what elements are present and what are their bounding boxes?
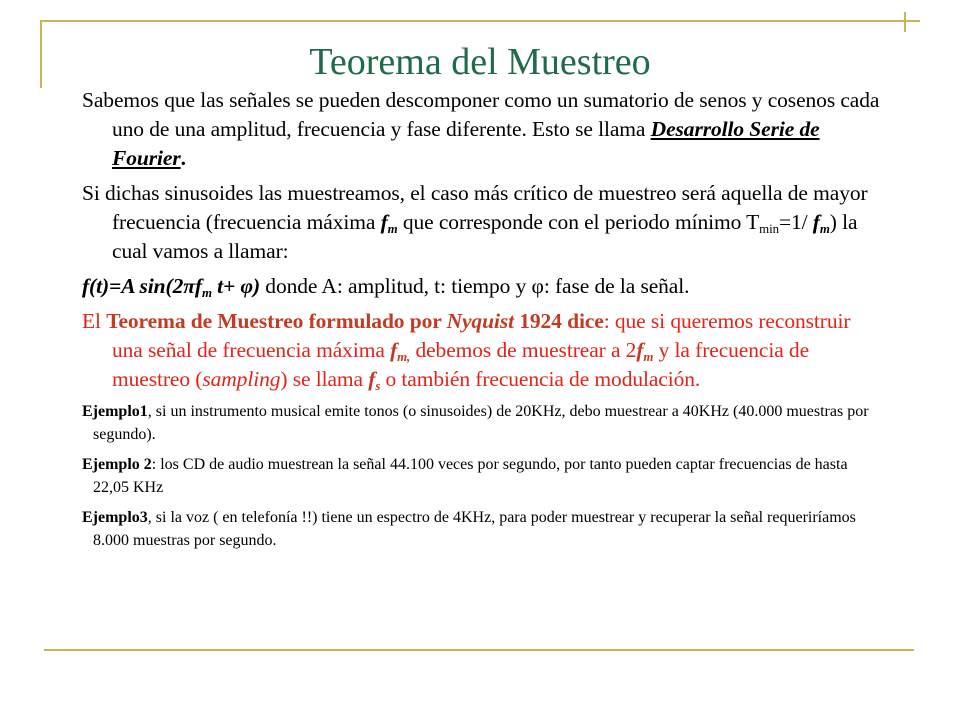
example-3: Ejemplo3, si la voz ( en telefonía !!) tiene un espectro de 4KHz, para poder muestrear y recuperar la señal requeriríamos 8.000 muestras por segundo. [82, 509, 856, 549]
slide-body [82, 86, 882, 559]
example-1: Ejemplo1, si un instrumento musical emite tonos (o sinusoides) de 20KHz, debo muestrear a 40KHz (40.000 muestras por segundo). [82, 403, 869, 443]
right-rule [904, 12, 906, 32]
slide-title: Teorema del Muestreo [309, 41, 651, 83]
sampling-paragraph: Si dichas sinusoides las muestreamos, el caso más crítico de muestreo será aquella de mayor frecuencia (frecuencia máxima $f_m$ que corresponde con el periodo mínimo $T_{min}=1/$ $f_m$) la cual vamos a llamar: [82, 181, 868, 263]
nyquist-theorem: Teorema de Muestreo formulado por Nyquist 1924 dice [106, 309, 604, 333]
fourier-term: Desarrollo Serie de Fourier [112, 117, 820, 170]
formula-paragraph: f(t)=A $\sin(2\pi f_m$ t+ φ) donde A: amplitud, t: tiempo y φ: fase de la señal. [82, 274, 690, 300]
top-rule [40, 20, 920, 22]
nyquist-paragraph: El Teorema de Muestreo formulado por Nyquist 1924 dice: que si queremos reconstruir una señal de frecuencia máxima $f_{m,}$ debemos de muestrear a $2f_m$ y la frecuencia de muestreo (sampling) se llama $f_s$ o también frecuencia de modulación. [82, 309, 851, 393]
formula: f(t)=A sin(2 [82, 274, 184, 298]
example-2: Ejemplo 2: los CD de audio muestrean la señal 44.100 veces por segundo, por tanto pueden captar frecuencias de hasta 22,05 KHz [82, 456, 848, 496]
bottom-rule [44, 649, 914, 651]
fourier-paragraph: Sabemos que las señales se pueden descomponer como un sumatorio de senos y cosenos cada uno de una amplitud, frecuencia y fase diferente. Esto se llama Desarrollo Serie de Fourier. [82, 88, 880, 170]
